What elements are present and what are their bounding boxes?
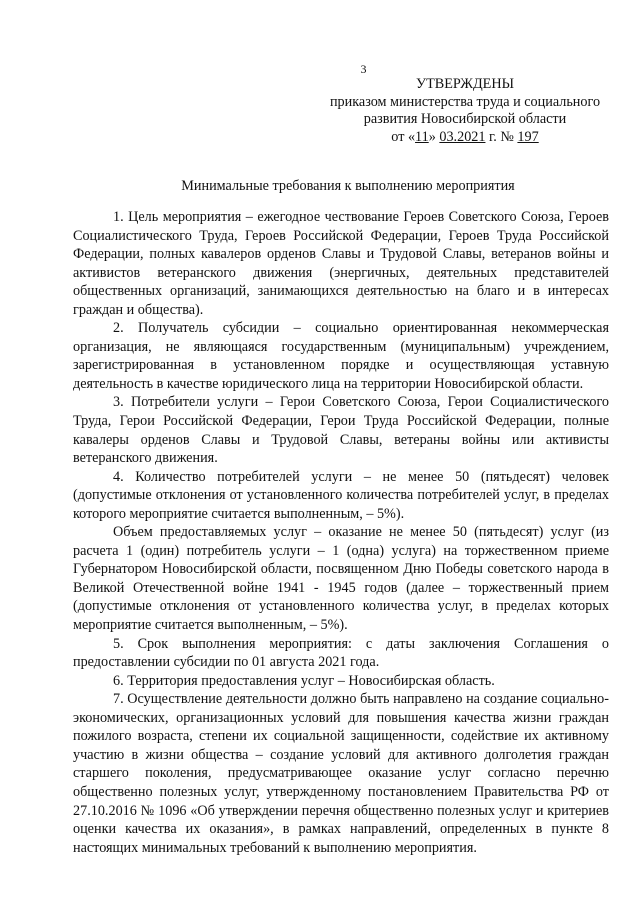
document-title: Минимальные требования к выполнению мероприятия — [181, 178, 515, 194]
approval-day: 11 — [415, 128, 429, 145]
paragraph-5: 5. Срок выполнения мероприятия: с даты заключения Соглашения о предоставлении субсидии по 01 августа 2021 года. — [73, 635, 609, 671]
date-suffix: г. № — [485, 128, 518, 145]
approval-number: 197 — [517, 128, 539, 145]
approval-line-1: приказом министерства труда и социального — [329, 93, 601, 110]
paragraph-1: 1. Цель мероприятия – ежегодное чествование Героев Советского Союза, Героев Социалистического Труда, Героев Российской Федерации, Героев Труда Российской Федерации, полных кавалеров орденов Славы и Трудовой Славы, ветеранов войны и активистов ветеранского движения (энергичных, деятельных представителей общественных организаций, занимающихся деятельностью на благо и в интересах граждан и общества). — [73, 209, 609, 318]
paragraph-4: 4. Количество потребителей услуги – не менее 50 (пятьдесят) человек (допустимые отклонения от установленного количества потребителей услуг, в пределах которого мероприятие считается выполненным, – 5%). — [73, 468, 609, 522]
paragraph-7: 7. Осуществление деятельности должно быть направлено на создание социально-экономических, организационных условий для повышения качества жизни граждан пожилого возраста, степени их социальной защищенности, содействие их активному участию в жизни общества – создание условий для активного долголетия граждан старшего поколения, предусматривающее оказание услуг согласно перечню общественно полезных услуг, утвержденному постановлением Правительства РФ от 27.10.2016 № 1096 «Об утверждении перечня общественно полезных услуг и критериев оценки качества их оказания», в рамках направлений, определенных в пункте 8 настоящих минимальных требований к выполнению мероприятия. — [73, 691, 609, 856]
approval-block — [300, 76, 630, 146]
approval-date-line — [300, 129, 630, 147]
paragraph-6: 6. Территория предоставления услуг – Новосибирская область. — [113, 672, 495, 689]
page-number: 3 — [360, 62, 367, 76]
paragraph-4-volume: Объем предоставляемых услуг – оказание не менее 50 (пятьдесят) услуг (из расчета 1 (один) потребитель услуги – 1 (одна) услуга) на торжественном приеме Губернатором Новосибирской области, посвященном Дню Победы советского народа в Великой Отечественной войне 1941 - 1945 годов (далее – торжественный прием (допустимые отклонения от установленного количества услуг, в пределах которых мероприятие считается выполненным, – 5%). — [73, 524, 609, 634]
date-prefix: от « — [391, 128, 416, 145]
approval-line-2: развития Новосибирской области — [363, 111, 567, 127]
approval-title: УТВЕРЖДЕНЫ — [416, 76, 514, 92]
approval-month-year: 03.2021 — [439, 128, 486, 145]
document-body — [73, 208, 609, 857]
date-mid: » — [428, 128, 440, 145]
paragraph-2: 2. Получатель субсидии – социально ориентированная некоммерческая организация, не являющаяся государственным (муниципальным) учреждением, зарегистрированная в установленном порядке и осуществляющая уставную деятельность в качестве юридического лица на территории Новосибирской области. — [73, 320, 609, 392]
paragraph-3: 3. Потребители услуги – Герои Советского Союза, Герои Социалистического Труда, Герои Российской Федерации, Герои Труда Российской Федерации, полные кавалеры орденов Славы и Трудовой Славы, ветераны войны или активисты ветеранского движения. — [73, 394, 609, 467]
